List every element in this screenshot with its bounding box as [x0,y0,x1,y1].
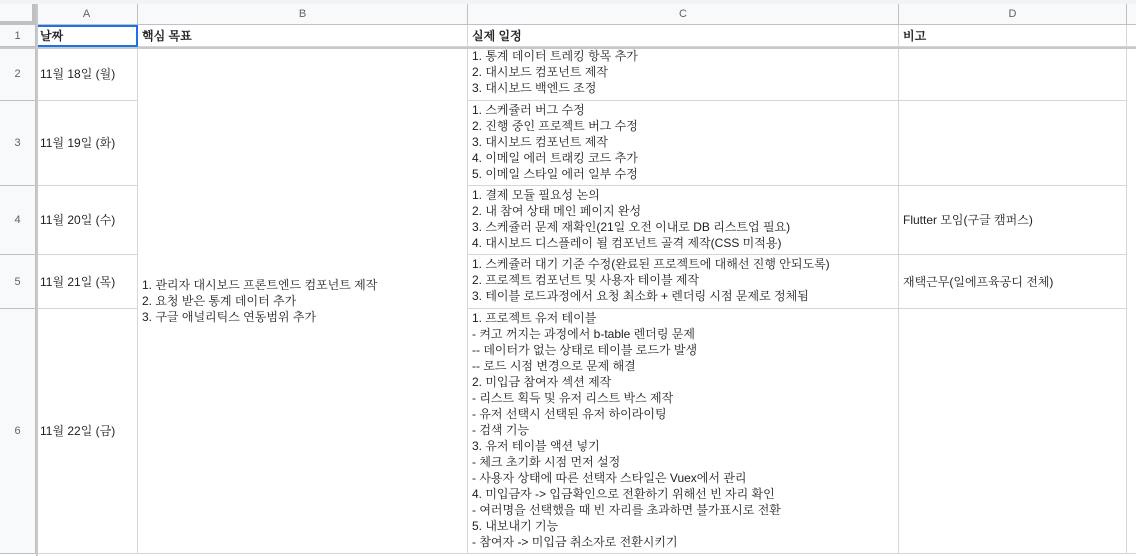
column-header-c[interactable]: C [468,4,899,25]
select-all-corner[interactable] [0,4,36,25]
cell-date-row-4[interactable]: 11월 20일 (수) [36,186,138,255]
cell-schedule-row-2[interactable]: 1. 통계 데이터 트레킹 항목 추가 2. 대시보드 컴포넌트 제작 3. 대시보드 백엔드 조정 [468,47,899,101]
cell-b1-goal-header[interactable]: 핵심 목표 [138,25,468,47]
row-header-6[interactable]: 6 [0,309,36,554]
cell-schedule-row-6[interactable]: 1. 프로젝트 유저 테이블 - 켜고 꺼지는 과정에서 b-table 렌더링 문제 -- 데이터가 없는 상태로 테이블 로드가 발생 -- 로드 시점 변경으로 문제 해결 2. 미입금 참여자 섹션 제작 - 리스트 획득 및 유저 리스트 박스 제작 - 유저 선택시 선택된 유저 하이라이팅 - 검색 기능 3. 유저 테이블 액션 넣기 - 체크 초기화 시점 먼저 설정 - 사용자 상태에 따른 선택자 스타일은 Vuex에서 관리 4. 미입금자 -> 입금확인으로 전환하기 위해선 빈 자리 확인 - 여러명을 선택했을 때 빈 자리를 초과하면 불가표시로 전환 5. 내보내기 기능 - 참여자 -> 미입금 취소자로 전환시키기 [468,309,899,554]
cell-schedule-row-4[interactable]: 1. 결제 모듈 필요성 논의 2. 내 참여 상태 메인 페이지 완성 3. 스케쥴러 문제 재확인(21일 오전 이내로 DB 리스트업 필요) 4. 대시보드 디스플레이 될 컴포넌트 골격 제작(CSS 미적용) [468,186,899,255]
row-header-2[interactable]: 2 [0,47,36,101]
cell-schedule-row-5[interactable]: 1. 스케쥴러 대기 기준 수정(완료된 프로젝트에 대해선 진행 안되도록) 2. 프로젝트 컴포넌트 및 사용자 테이블 제작 3. 테이블 로드과정에서 요청 최소화 + 렌더링 시점 문제로 정체됨 [468,255,899,309]
row-header-5[interactable]: 5 [0,255,36,309]
goals-text: 1. 관리자 대시보드 프론트엔드 컴포넌트 제작 2. 요청 받은 통계 데이터 추가 3. 구글 애널리틱스 연동범위 추가 [142,278,378,324]
cell-notes-row-6[interactable] [899,309,1127,554]
cell-date-row-2[interactable]: 11월 18일 (월) [36,47,138,101]
cell-date-row-5[interactable]: 11월 21일 (목) [36,255,138,309]
column-header-b[interactable]: B [138,4,468,25]
frozen-row-divider[interactable] [0,47,1136,49]
cell-e1[interactable] [1127,25,1136,47]
cell-c1-schedule-header[interactable]: 실제 일정 [468,25,899,47]
column-header-overflow [1127,4,1136,25]
cell-date-row-3[interactable]: 11월 19일 (화) [36,101,138,186]
cell-notes-row-2[interactable] [899,47,1127,101]
cell-d1-notes-header[interactable]: 비고 [899,25,1127,47]
frozen-column-divider[interactable] [36,4,38,556]
cell-notes-row-4[interactable]: Flutter 모임(구글 캠퍼스) [899,186,1127,255]
row-header-1[interactable]: 1 [0,25,36,47]
cell-notes-row-5[interactable]: 재택근무(일에프육공디 전체) [899,255,1127,309]
cell-goals-merged[interactable] [138,47,468,554]
row-header-4[interactable]: 4 [0,186,36,255]
cell-schedule-row-3[interactable]: 1. 스케쥴러 버그 수정 2. 진행 중인 프로젝트 버그 수정 3. 대시보드 컴포넌트 제작 4. 이메일 에러 트래킹 코드 추가 5. 이메일 스타일 에러 일부 수정 [468,101,899,186]
column-header-d[interactable]: D [899,4,1127,25]
column-header-a[interactable]: A [36,4,138,25]
cell-e-column[interactable] [1127,47,1136,554]
cell-a1-date-header[interactable]: 날짜 [36,25,138,47]
cell-notes-row-3[interactable] [899,101,1127,186]
cell-date-row-6[interactable]: 11월 22일 (금) [36,309,138,554]
row-header-3[interactable]: 3 [0,101,36,186]
